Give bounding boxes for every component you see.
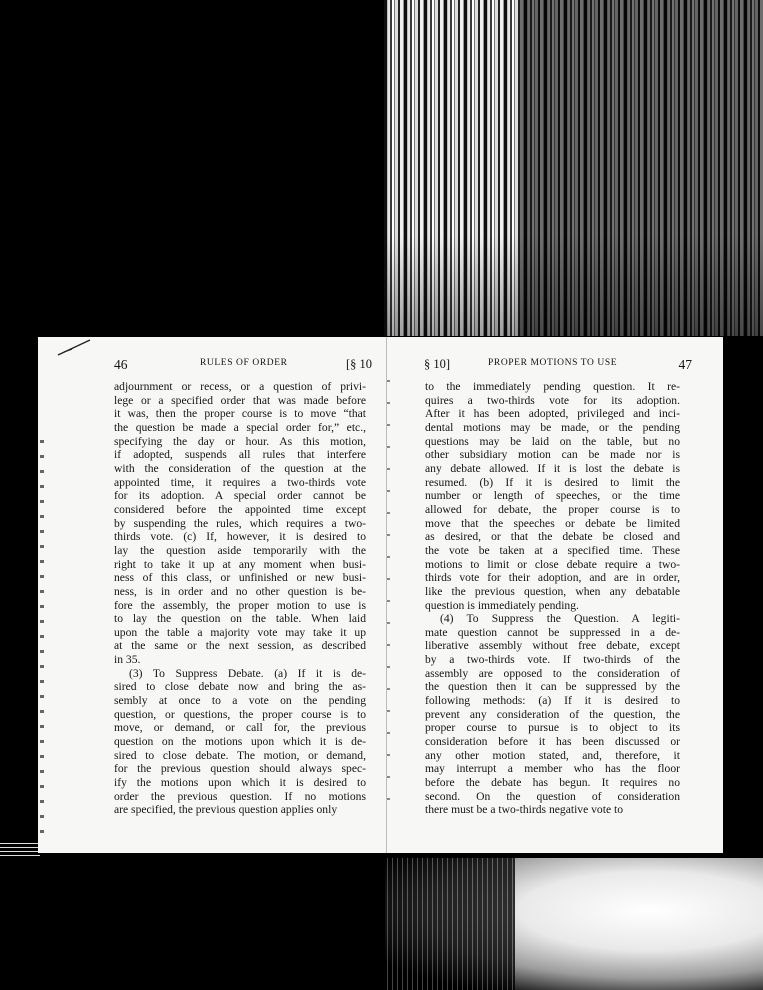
- text-line: fore the assembly, the proper motion to use is: [114, 598, 366, 612]
- text-line: number or length of speeches, or the time: [425, 489, 680, 503]
- text-line: question is immediately pending.: [425, 598, 579, 612]
- right-page-number: 47: [678, 357, 692, 372]
- text-line: liberative assembly without free debate, except: [425, 639, 680, 653]
- text-line: resumed. (b) If it is desired to limit the: [425, 475, 680, 489]
- text-line: any other motion stated, and, therefore, it: [425, 748, 680, 762]
- left-page-text: [114, 380, 366, 817]
- text-line: lege or a specified order that was made before: [114, 393, 366, 407]
- text-line: adjournment or recess, or a question of privi-: [114, 380, 366, 393]
- text-line: specifying the day or hour. As this motion,: [114, 434, 366, 448]
- text-line: upon the table a majority vote may take it up: [114, 625, 366, 639]
- scan-streaks-bottom: [385, 858, 515, 990]
- text-line: motions to limit or close debate require a two-: [425, 557, 680, 571]
- text-line: thirds vote for their adoption, and are in order,: [425, 571, 680, 585]
- right-running-head: [424, 357, 692, 373]
- text-line: sembly at once to a vote on the pending: [114, 694, 366, 708]
- text-line: to the immediately pending question. It re-: [425, 380, 680, 393]
- scan-lines-bottom-left: [0, 843, 40, 857]
- right-page-text: [425, 380, 680, 817]
- text-line: for the previous question should always spec-: [114, 762, 366, 776]
- left-page: [38, 337, 386, 853]
- scan-fade-top: [384, 0, 763, 336]
- text-line: other subsidiary motion can be made nor is: [425, 448, 680, 462]
- text-line: it was, then the proper course is to move “that: [114, 407, 366, 421]
- text-line: questions may be laid on the table, but no: [425, 434, 680, 448]
- text-line: assembly are opposed to the consideration of: [425, 666, 680, 680]
- text-line: allowed for debate, the proper course is to: [425, 502, 680, 516]
- text-line: like the previous question, when any debatable: [425, 584, 680, 598]
- text-line: question on the motions upon which it is de-: [114, 735, 366, 749]
- text-line: with the consideration of the question at the: [114, 461, 366, 475]
- text-line: sired to close debate now and bring the as-: [114, 680, 366, 694]
- text-line: dental motions may be made, or the pending: [425, 420, 680, 434]
- left-edge-marks: [40, 440, 44, 840]
- text-line: After it has been adopted, privileged and inci-: [425, 407, 680, 421]
- text-line: in 35.: [114, 653, 141, 667]
- right-running-title: PROPER MOTIONS TO USE: [488, 358, 618, 368]
- text-line: move, or demand, or call for, the previous: [114, 721, 366, 735]
- text-line: (4) To Suppress the Question. A legiti-: [440, 612, 680, 626]
- right-page: [386, 337, 723, 853]
- text-line: sired to close debate. The motion, or demand,: [114, 748, 366, 762]
- text-line: order the previous question. If no motions: [114, 789, 366, 803]
- text-line: before the debate has begun. It requires no: [425, 776, 680, 790]
- left-section-ref: [§ 10: [345, 357, 372, 371]
- gutter-marks: [387, 380, 390, 810]
- scan-shadow-left: [0, 336, 38, 856]
- text-line: the question be made a special order for,” etc.,: [114, 420, 366, 434]
- text-line: thirds vote. (c) If, however, it is desired to: [114, 530, 366, 544]
- text-line: the vote be taken at a specified time. These: [425, 543, 680, 557]
- text-line: for its adoption. A special order cannot be: [114, 489, 366, 503]
- text-line: by a two-thirds vote. If two-thirds of the: [425, 653, 680, 667]
- pen-stroke-mark: [54, 337, 94, 359]
- text-line: considered before the appointed time except: [114, 502, 366, 516]
- left-page-number: 46: [114, 357, 128, 372]
- text-line: quires a two-thirds vote for its adoption.: [425, 393, 680, 407]
- text-line: the question then it can be suppressed by the: [425, 680, 680, 694]
- text-line: if adopted, suspends all rules that interfere: [114, 448, 366, 462]
- text-line: right to take it up at any moment when busi-: [114, 557, 366, 571]
- text-line: there must be a two-thirds negative vote to: [425, 803, 624, 817]
- text-line: as desired, or that the debate be closed and: [425, 530, 680, 544]
- text-line: by suspending the rules, which requires a two-: [114, 516, 366, 530]
- text-line: move that the speeches or debate be limited: [425, 516, 680, 530]
- text-line: prevent any consideration of the question, the: [425, 707, 680, 721]
- text-line: (3) To Suppress Debate. (a) If it is de-: [129, 666, 366, 680]
- text-line: proper course to pursue is to object to its: [425, 721, 680, 735]
- right-section-ref: § 10]: [424, 357, 451, 371]
- left-running-head: [114, 357, 372, 373]
- text-line: at the same or the next session, as described: [114, 639, 366, 653]
- text-line: lay the question aside temporarily with the: [114, 543, 366, 557]
- text-line: ness of this class, or unfinished or new busi-: [114, 571, 366, 585]
- text-line: are specified, the previous question applies only: [114, 803, 338, 817]
- text-line: any debate allowed. If it is lost the debate is: [425, 461, 680, 475]
- text-line: consideration before it has been discussed or: [425, 735, 680, 749]
- text-line: mate question cannot be suppressed in a de-: [425, 625, 680, 639]
- text-line: question, or questions, the proper course is to: [114, 707, 366, 721]
- text-line: following methods: (a) If it is desired to: [425, 694, 680, 708]
- left-running-title: RULES OF ORDER: [200, 358, 288, 368]
- text-line: appointed time, it requires a two-thirds vote: [114, 475, 366, 489]
- text-line: may interrupt a member who has the floor: [425, 762, 680, 776]
- text-line: second. On the question of consideration: [425, 789, 680, 803]
- text-line: ify the motions upon which it is desired to: [114, 776, 366, 790]
- text-line: ness, is in order and no other question is be-: [114, 584, 366, 598]
- text-line: to lay the question on the table. When laid: [114, 612, 366, 626]
